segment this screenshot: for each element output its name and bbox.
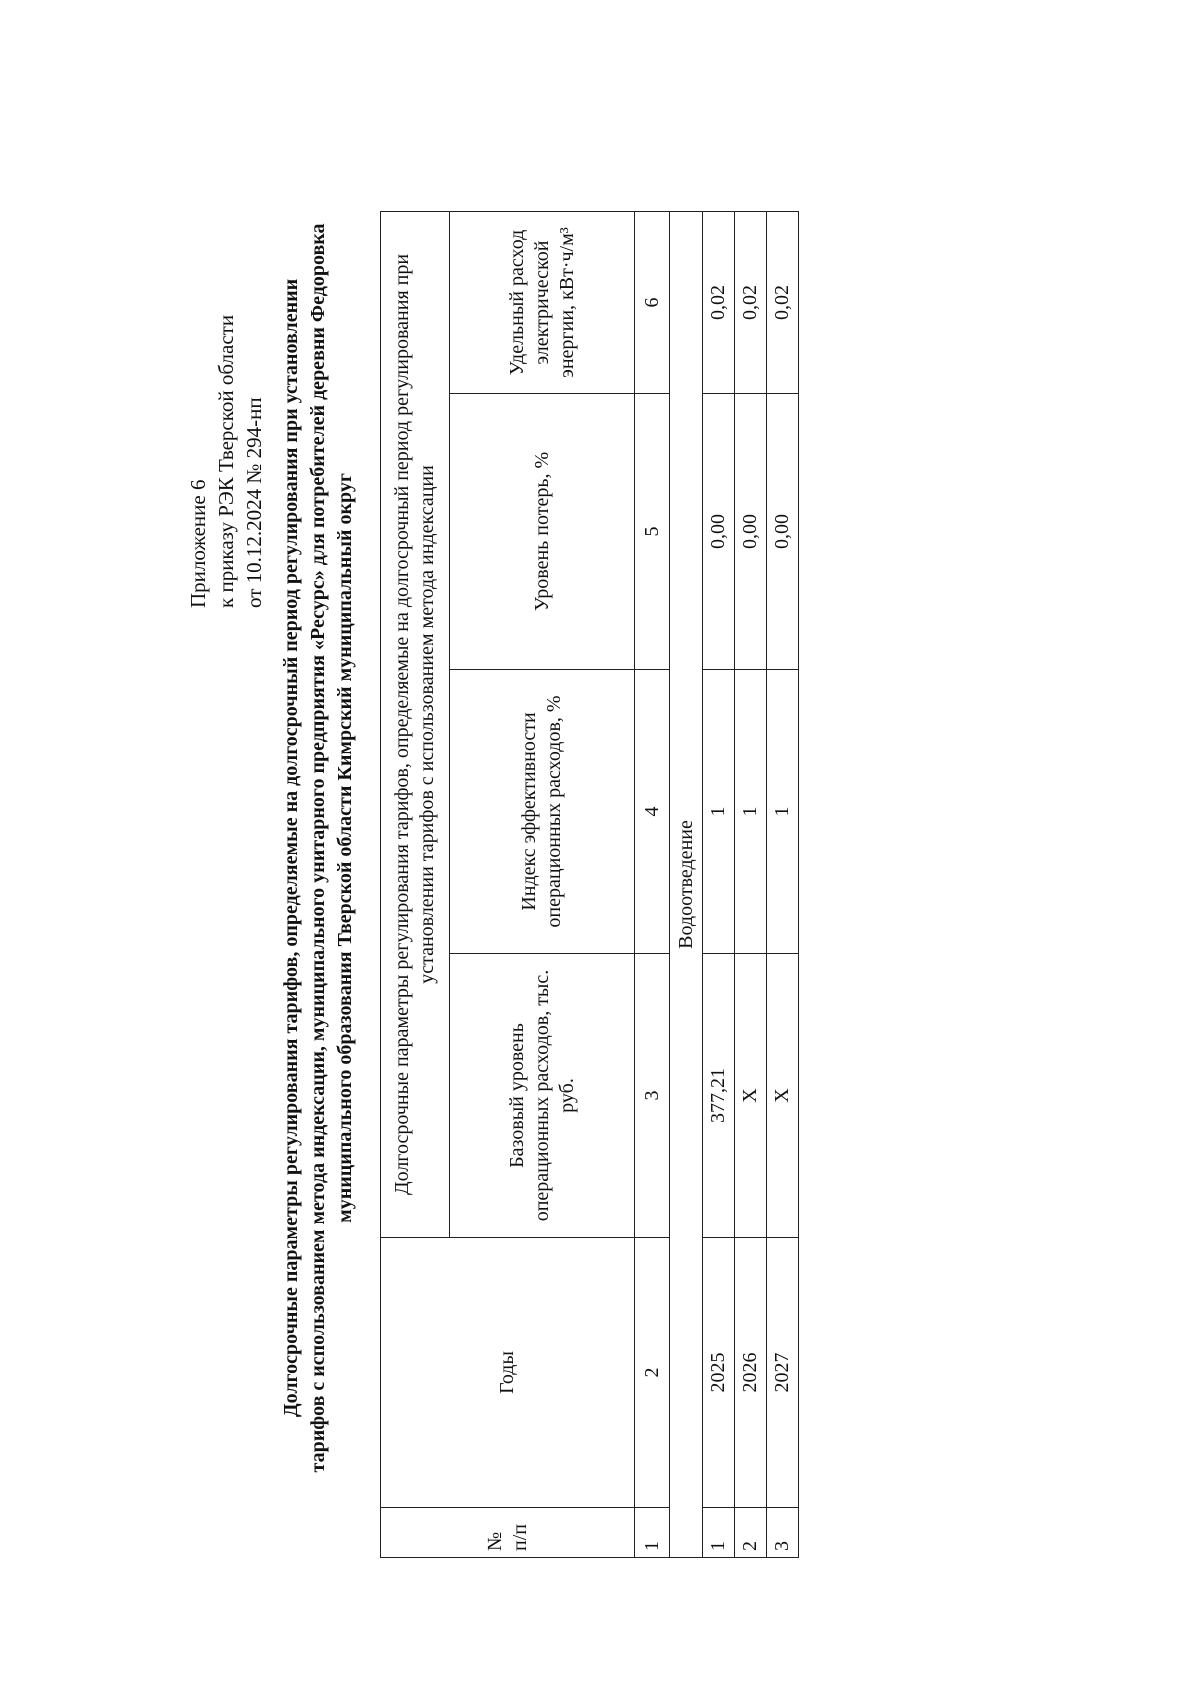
header-num: № п/п [381,1508,635,1558]
title-line-1: Долгосрочные параметры регулирования тарифов, определяемые на долгосрочный период регулирования при установлении [280,278,302,1418]
section-row [670,211,703,1557]
row-efficiency-index: 1 [735,670,767,954]
column-index-row [635,211,670,1557]
header-efficiency-index: Индекс эффективности операционных расходов, % [450,670,635,954]
appendix-order-date: от 10.12.2024 № 294-нп [242,397,266,608]
table-row [767,211,799,1557]
header-group: Долгосрочные параметры регулирования тарифов, определяемые на долгосрочный период регулирования при установлении тарифов с использованием метода индексации [381,211,450,1237]
rotated-page [170,108,1070,1588]
row-energy-consumption: 0,02 [767,211,799,393]
row-efficiency-index: 1 [703,670,735,954]
row-year: 2025 [703,1238,735,1508]
column-index: 5 [635,394,670,670]
title-line-3: муниципального образования Тверской области Кимрский муниципальный округ [334,473,356,1223]
row-efficiency-index: 1 [767,670,799,954]
row-loss-level: 0,00 [703,394,735,670]
header-loss-level: Уровень потерь, % [450,394,635,670]
column-index: 2 [635,1238,670,1508]
table-row [735,211,767,1557]
parameters-table-wrapper [380,212,799,1558]
row-num: 2 [735,1508,767,1558]
row-energy-consumption: 0,02 [703,211,735,393]
header-years: Годы [381,1238,635,1508]
row-base-level: 377,21 [703,954,735,1238]
title-line-2: тарифов с использованием метода индексации, муниципального унитарного предприятия «Ресурс» для потребителей деревни Федоровка [307,223,329,1473]
row-base-level: X [767,954,799,1238]
row-loss-level: 0,00 [735,394,767,670]
column-index: 1 [635,1508,670,1558]
table-row [703,211,735,1557]
table-header-row [381,211,450,1557]
appendix-order-reference: к приказу РЭК Тверской области [214,314,238,608]
row-loss-level: 0,00 [767,394,799,670]
header-base-level: Базовый уровень операционных расходов, тыс. руб. [450,954,635,1238]
row-base-level: X [735,954,767,1238]
appendix-header [184,315,268,608]
column-index: 3 [635,954,670,1238]
column-index: 6 [635,211,670,393]
document-title [278,128,359,1568]
parameters-table [380,211,799,1558]
row-year: 2026 [735,1238,767,1508]
row-energy-consumption: 0,02 [735,211,767,393]
row-year: 2027 [767,1238,799,1508]
row-num: 3 [767,1508,799,1558]
header-energy-consumption: Удельный расход электрической энергии, кВт·ч/м³ [450,211,635,393]
column-index: 4 [635,670,670,954]
section-title: Водоотведение [670,211,703,1557]
appendix-number: Приложение 6 [186,479,210,608]
row-num: 1 [703,1508,735,1558]
